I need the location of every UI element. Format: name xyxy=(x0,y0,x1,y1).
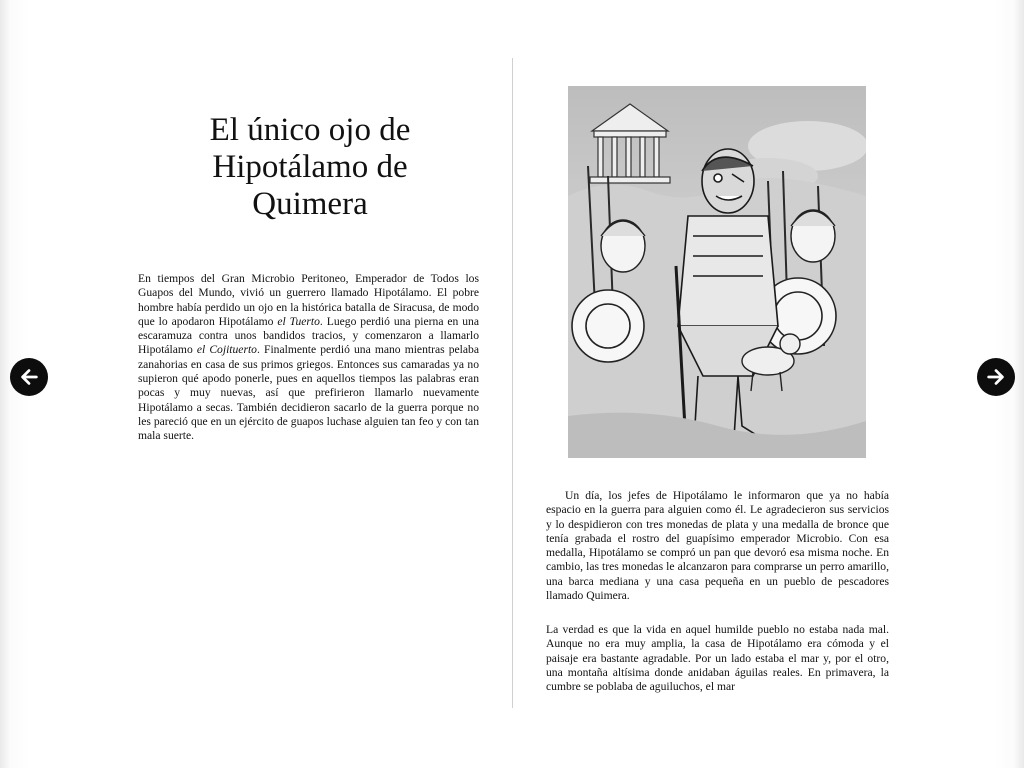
paragraph-3: La verdad es que la vida en aquel humilde pueblo no estaba nada mal. Aunque no era muy amplia, la casa de Hipotálamo era cómoda y el paisaje era bastante agradable. Por un lado estaba el mar y, por el otro, una montaña altísima donde anidaban águilas reales. En primavera, la cumbre se poblaba de aguiluchos, el mar xyxy=(546,623,889,694)
arrow-right-icon xyxy=(985,366,1007,388)
text-run: . Finalmente perdió una mano mientras pelaba zanahorias en casa de sus primos griegos. Entonces sus camaradas ya no supieron qué apodo ponerle, pues en aquellos tiempos las palabras eran pocas y muy nuevas, así que prefirieron llamarlo nuevamente Hipotálamo a secas. También decidieron sacarlo de la guerra porque no les pareció que en un ejército de guapos luchase alguien tan feo y con tan mala suerte. xyxy=(138,343,479,443)
paragraph-2: Un día, los jefes de Hipotálamo le informaron que ya no había espacio en la guerra para alguien como él. Le agradecieron sus servicios y lo despidieron con tres monedas de plata y una medalla de bronce que tenía grabada el rostro del guapísimo emperador Microbio. Con esa medalla, Hipotálamo se compró un pan que devoró esa misma noche. En cambio, las tres monedas le alcanzaron para comprarse un perro amarillo, una barca mediana y una casa pequeña en un pueblo de pescadores llamado Quimera. xyxy=(546,489,889,603)
previous-page-button[interactable] xyxy=(10,358,48,396)
page-gutter xyxy=(512,58,513,708)
text-run: En tiempos del Gran Microbio Peritoneo, Emperador de Todos los Guapos del Mundo, vivió un guerrero llamado Hipotálamo. El pobre hombre había perdido un ojo en la histórica batalla de Siracusa, de modo que lo apodaron Hipotálamo xyxy=(138,272,479,328)
text-run: . Luego perdió una pierna en una escaramuza contra unos bandidos tracios, y comenzaron a llamarlo Hipotálamo xyxy=(138,314,479,357)
title-line: Quimera xyxy=(252,186,368,222)
paragraph-1 xyxy=(138,272,479,444)
nickname-cojituerto: el Cojituerto xyxy=(196,343,257,357)
next-page-button[interactable] xyxy=(977,358,1015,396)
chapter-title xyxy=(150,112,470,223)
illustration-warrior-temple xyxy=(568,86,866,458)
arrow-left-icon xyxy=(18,366,40,388)
title-line: El único ojo de xyxy=(209,112,411,148)
nickname-tuerto: el Tuerto xyxy=(277,314,320,328)
title-line: Hipotálamo de xyxy=(212,149,408,185)
